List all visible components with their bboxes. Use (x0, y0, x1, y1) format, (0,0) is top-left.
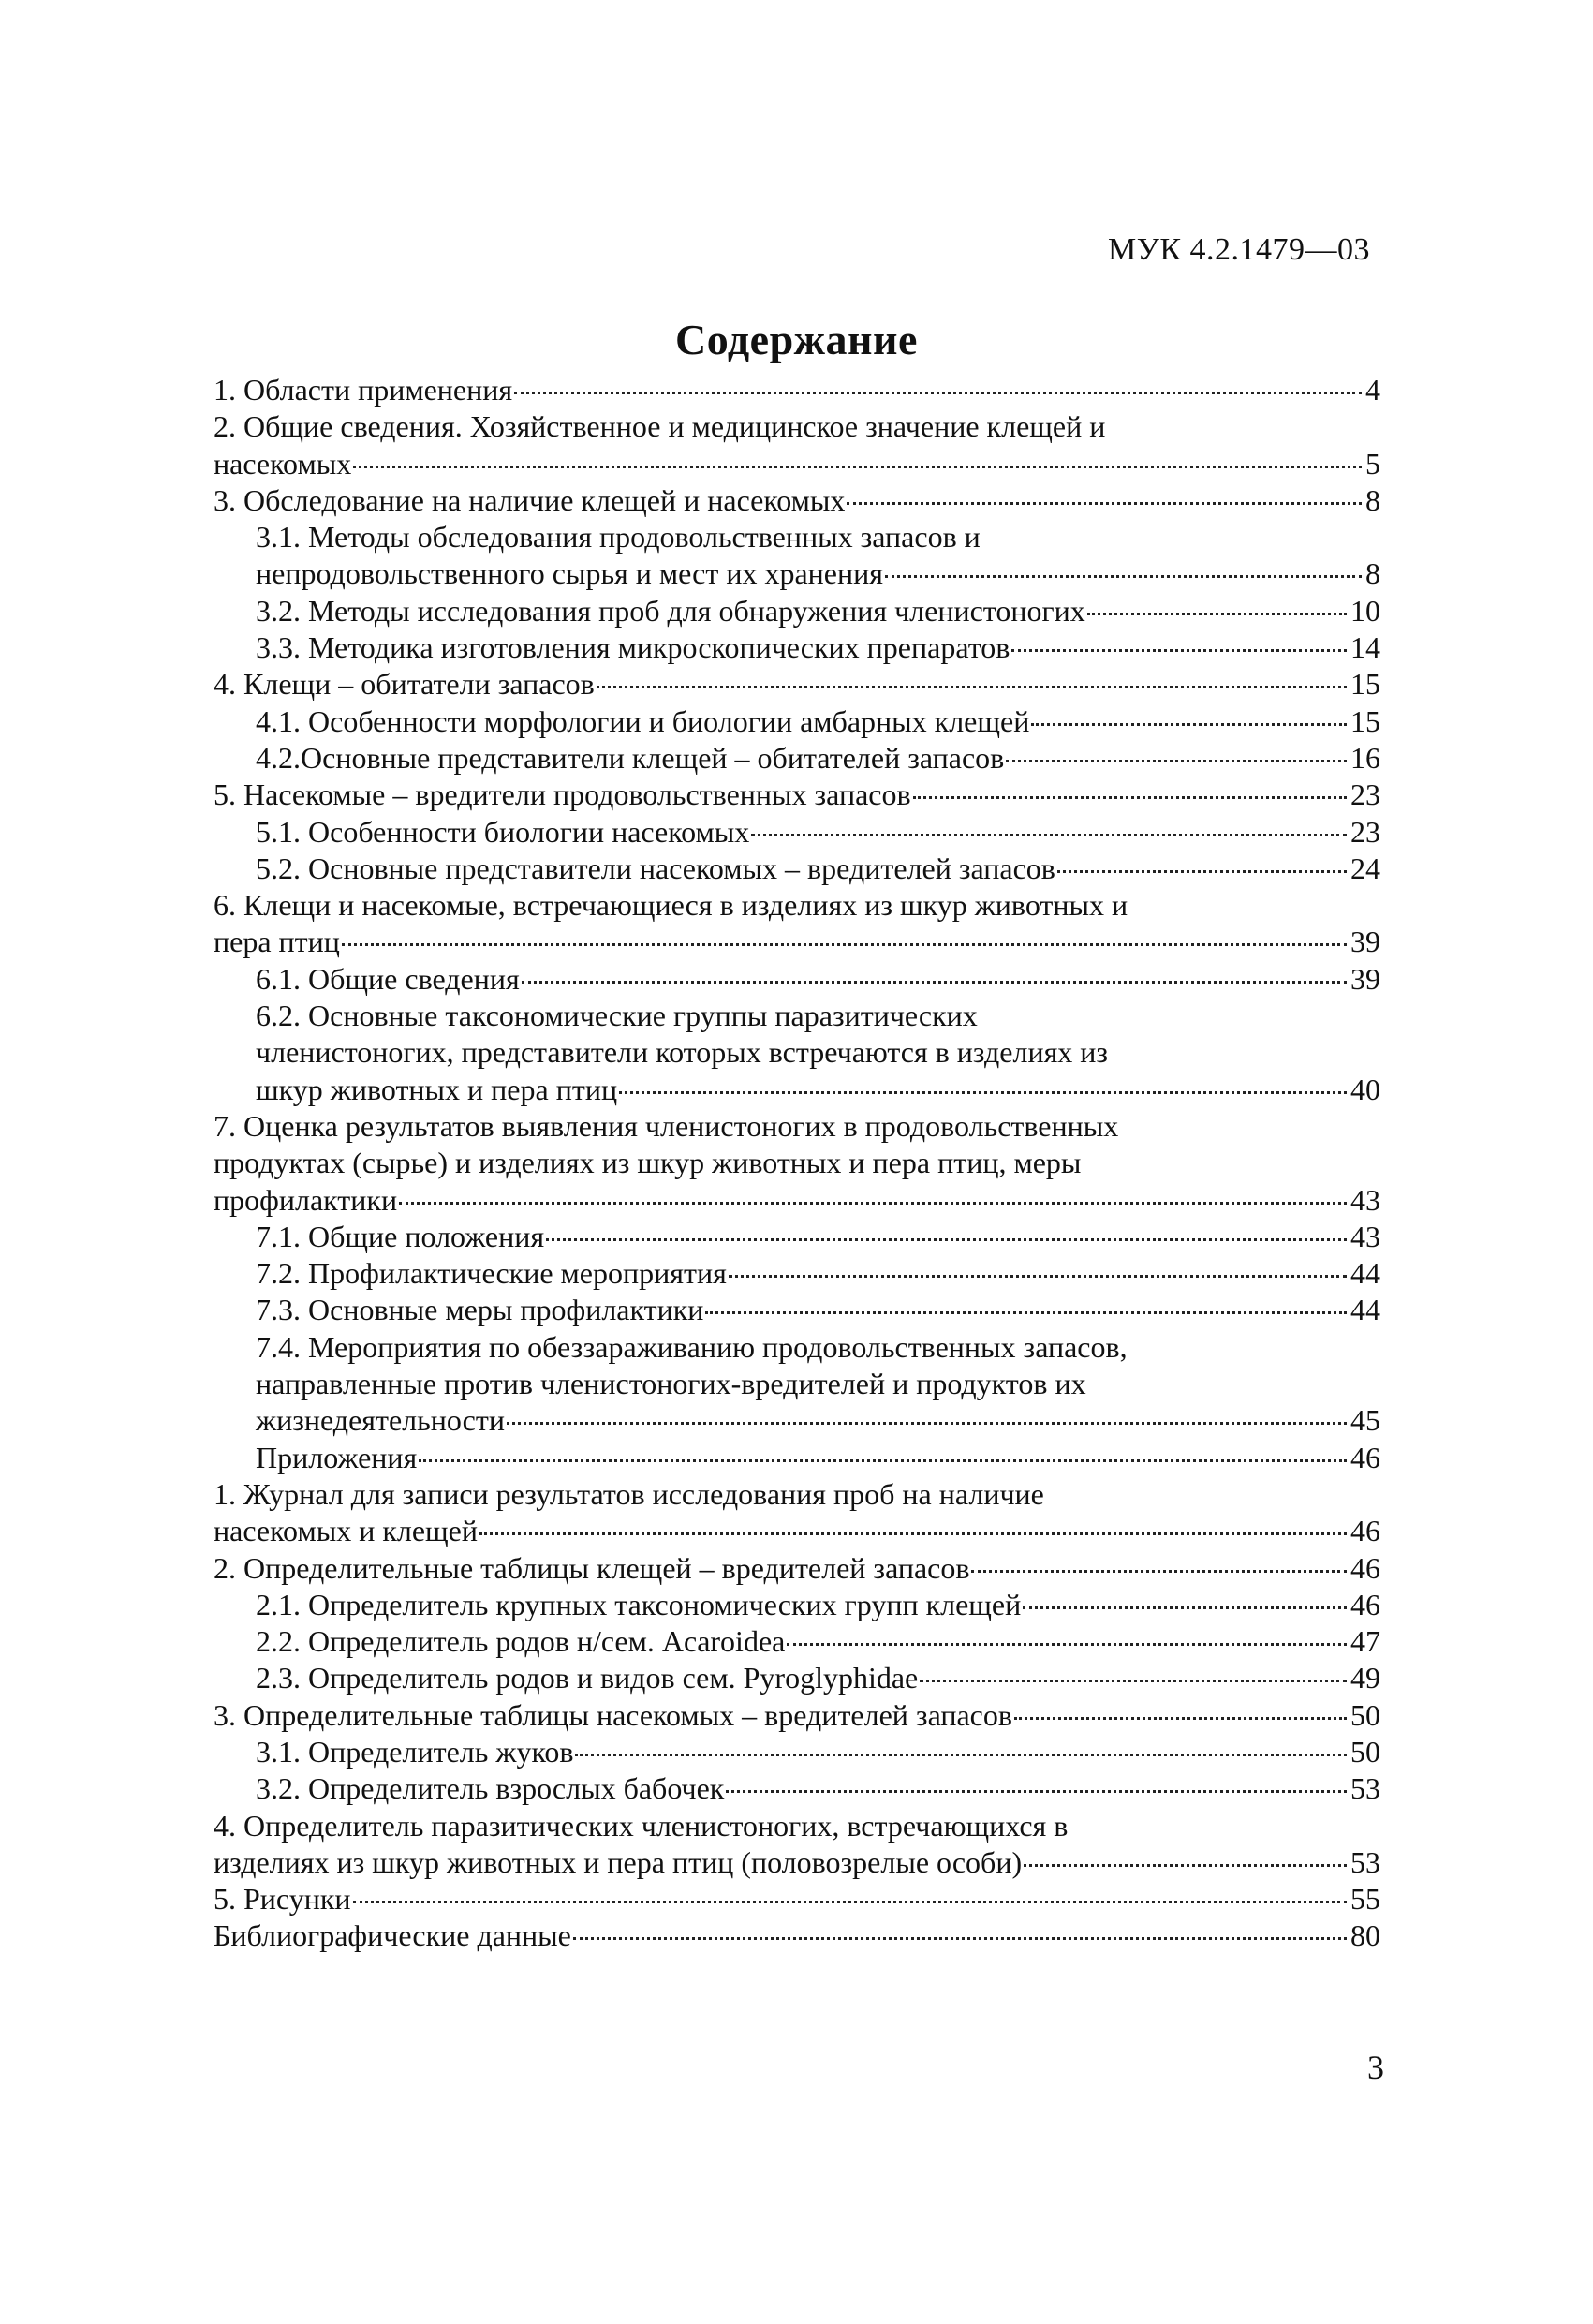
dot-leader (507, 1422, 1347, 1425)
toc-entry-last-line (214, 482, 1380, 519)
toc-entry-text-line: 6.2. Основные таксономические группы паразитических (256, 999, 978, 1033)
toc-entry (214, 1734, 1380, 1770)
toc-entry-last-line (214, 1881, 1380, 1917)
toc-entry-text-line: 3.1. Определитель жуков (256, 1734, 574, 1769)
toc-entry (214, 1219, 1380, 1255)
toc-entry-last-line (256, 1072, 1380, 1108)
toc-entry-page: 80 (1350, 1918, 1380, 1953)
toc-entry-text-line: 3.2. Определитель взрослых бабочек (256, 1771, 725, 1806)
dot-leader (353, 466, 1362, 468)
toc-entry (214, 777, 1380, 813)
toc-entry-page: 46 (1350, 1550, 1380, 1585)
toc-entry (214, 1587, 1380, 1623)
toc-entry-last-line (214, 1513, 1380, 1549)
toc-entry-text-line: шкур животных и пера птиц (256, 1072, 618, 1106)
toc-entry-last-line (214, 666, 1380, 703)
toc-entry-text-line: 2.2. Определитель родов н/сем. Acaroidea (256, 1624, 786, 1659)
dot-leader (1023, 1606, 1347, 1609)
toc-entry-last-line (256, 629, 1380, 666)
toc-entry-text-line: 3. Определительные таблицы насекомых – вредителей запасов (214, 1697, 1012, 1732)
toc-entry-text-line: Библиографические данные (214, 1918, 571, 1953)
toc-entry (214, 1108, 1380, 1219)
toc-entry-page: 50 (1350, 1734, 1380, 1769)
toc-entry (214, 1329, 1380, 1440)
dot-leader (479, 1532, 1347, 1535)
dot-leader (514, 392, 1362, 394)
toc-entry-last-line (256, 1623, 1380, 1660)
toc-entry-last-line (256, 1402, 1380, 1439)
dot-leader (705, 1311, 1347, 1314)
toc-entry-last-line (256, 851, 1380, 887)
toc-entry-text-line: 5. Рисунки (214, 1882, 351, 1917)
toc-entry-page: 39 (1350, 925, 1380, 959)
toc-entry (214, 666, 1380, 703)
toc-entry-page: 45 (1350, 1403, 1380, 1438)
toc-entry-page: 23 (1350, 814, 1380, 849)
toc-entry-text-line: 7. Оценка результатов выявления членистоногих в продовольственных (214, 1108, 1119, 1143)
toc-entry-last-line (256, 555, 1380, 592)
toc-entry (214, 1623, 1380, 1660)
toc-entry-text-line: изделиях из шкур животных и пера птиц (половозрелые особи) (214, 1844, 1023, 1879)
document-code: МУК 4.2.1479—03 (1108, 232, 1370, 267)
toc-entry-page: 24 (1350, 851, 1380, 885)
toc-entry (214, 1255, 1380, 1292)
toc-entry-last-line (256, 740, 1380, 777)
toc-entry-text-line: продуктах (сырье) и изделиях из шкур животных и пера птиц, меры (214, 1146, 1082, 1180)
toc-entry-last-line (256, 1734, 1380, 1770)
toc-entry-last-line (256, 961, 1380, 998)
toc-entry (214, 408, 1380, 482)
toc-entry-last-line (214, 1844, 1380, 1881)
toc-entry-page: 10 (1350, 593, 1380, 628)
dot-leader (847, 502, 1362, 505)
toc-entry-text-line: 2. Общие сведения. Хозяйственное и медицинское значение клещей и (214, 409, 1106, 444)
toc-entry-text-line: 3. Обследование на наличие клещей и насекомых (214, 482, 846, 517)
toc-entry-page: 46 (1350, 1587, 1380, 1621)
toc-entry-page: 4 (1365, 373, 1380, 407)
toc-entry-page: 44 (1350, 1256, 1380, 1291)
toc-entry-text-line: 6.1. Общие сведения (256, 961, 520, 996)
toc-entry-text-line: 5.2. Основные представители насекомых – вредителей запасов (256, 851, 1055, 885)
toc-entry-text-line: 5. Насекомые – вредители продовольственных запасов (214, 777, 911, 812)
toc-entry-last-line (214, 924, 1380, 960)
toc-entry-last-line (214, 446, 1380, 482)
dot-leader (342, 943, 1347, 946)
dot-leader (575, 1754, 1347, 1756)
dot-leader (913, 796, 1347, 799)
dot-leader (353, 1901, 1348, 1903)
toc-entry-page: 40 (1350, 1072, 1380, 1106)
toc-entry (214, 851, 1380, 887)
toc-entry-last-line (214, 372, 1380, 408)
toc-entry (214, 887, 1380, 961)
toc-entry-last-line (214, 1550, 1380, 1587)
toc-entry-text-line: пера птиц (214, 925, 340, 959)
toc-entry-last-line (256, 1587, 1380, 1623)
toc-entry-last-line (256, 703, 1380, 740)
toc-entry-text-line: 7.2. Профилактические мероприятия (256, 1256, 727, 1291)
toc-entry (214, 1660, 1380, 1696)
toc-entry-text-line: насекомых (214, 446, 352, 481)
dot-leader (1024, 1864, 1347, 1867)
toc-entry-text-line: 7.3. Основные меры профилактики (256, 1293, 704, 1327)
toc-entry-last-line (256, 593, 1380, 629)
toc-entry-page: 43 (1350, 1219, 1380, 1253)
toc-entry (214, 814, 1380, 851)
toc-entry (214, 961, 1380, 998)
toc-entry-page: 49 (1350, 1661, 1380, 1695)
toc-entry (214, 1440, 1380, 1476)
dot-leader (726, 1790, 1347, 1793)
toc-entry-last-line (214, 1917, 1380, 1954)
toc-entry-text-line: 3.3. Методика изготовления микроскопических препаратов (256, 630, 1010, 665)
toc-title: Содержание (675, 316, 918, 363)
dot-leader (787, 1643, 1347, 1646)
toc-entry-text-line: 7.4. Мероприятия по обеззараживанию продовольственных запасов, (256, 1329, 1128, 1364)
toc-entry-text-line: 1. Журнал для записи результатов исследования проб на наличие (214, 1476, 1044, 1511)
dot-leader (522, 981, 1347, 984)
toc-entry-page: 46 (1350, 1440, 1380, 1474)
dot-leader (971, 1570, 1347, 1573)
toc-entry-page: 23 (1350, 777, 1380, 812)
toc-entry-last-line (256, 814, 1380, 851)
dot-leader (1006, 760, 1347, 762)
dot-leader (1011, 649, 1347, 652)
dot-leader (399, 1202, 1347, 1205)
toc-entry-text-line: 4.1. Особенности морфологии и биологии амбарных клещей (256, 703, 1030, 738)
toc-entry (214, 1550, 1380, 1587)
toc-entry-page: 50 (1350, 1697, 1380, 1732)
dot-leader (729, 1275, 1347, 1278)
toc-entry-page: 53 (1350, 1771, 1380, 1806)
dot-leader (1087, 613, 1347, 615)
toc-entry (214, 1476, 1380, 1550)
toc-entry-last-line (256, 1660, 1380, 1696)
toc-entry-last-line (256, 1292, 1380, 1328)
toc-entry-last-line (214, 777, 1380, 813)
dot-leader (751, 834, 1347, 836)
toc-entry-last-line (256, 1219, 1380, 1255)
toc-entry-page: 15 (1350, 667, 1380, 702)
toc-entry-last-line (214, 1182, 1380, 1219)
toc-entry (214, 998, 1380, 1108)
toc-entry-page: 39 (1350, 961, 1380, 996)
toc-entry (214, 1770, 1380, 1807)
toc-entry-text-line: 5.1. Особенности биологии насекомых (256, 814, 750, 849)
dot-leader (1014, 1717, 1347, 1720)
toc-entry (214, 482, 1380, 519)
dot-leader (1057, 870, 1347, 873)
toc-entry-text-line: 7.1. Общие положения (256, 1219, 545, 1253)
dot-leader (1031, 723, 1347, 726)
toc-entry-page: 15 (1350, 703, 1380, 738)
toc-entry-text-line: Приложения (256, 1440, 418, 1474)
toc-entry (214, 1881, 1380, 1917)
dot-leader (619, 1091, 1347, 1094)
toc-entry-text-line: членистоногих, представители которых встречаются в изделиях из (256, 1035, 1109, 1070)
toc-entry (214, 703, 1380, 740)
toc-entry-text-line: 1. Области применения (214, 373, 513, 407)
toc-entry-last-line (256, 1255, 1380, 1292)
toc-entry (214, 1917, 1380, 1954)
toc-entry-text-line: 2.1. Определитель крупных таксономических групп клещей (256, 1587, 1022, 1621)
dot-leader (597, 686, 1347, 688)
toc-entry-page: 8 (1365, 556, 1380, 591)
toc-entry (214, 629, 1380, 666)
toc-entry-text-line: 6. Клещи и насекомые, встречающиеся в изделиях из шкур животных и (214, 888, 1128, 923)
dot-leader (419, 1459, 1347, 1462)
page-number: 3 (1367, 2049, 1384, 2086)
toc-entry (214, 1697, 1380, 1734)
toc-entry-text-line: 4.2.Основные представители клещей – обитателей запасов (256, 740, 1005, 775)
toc-entry (214, 740, 1380, 777)
toc-entry (214, 519, 1380, 593)
toc-entry (214, 1808, 1380, 1882)
table-of-contents (214, 372, 1380, 1955)
toc-entry-page: 46 (1350, 1514, 1380, 1548)
toc-entry (214, 593, 1380, 629)
toc-entry-text-line: насекомых и клещей (214, 1514, 478, 1548)
toc-entry-page: 5 (1365, 446, 1380, 481)
toc-entry-page: 16 (1350, 740, 1380, 775)
dot-leader (546, 1238, 1347, 1241)
toc-entry (214, 1292, 1380, 1328)
toc-entry-page: 47 (1350, 1624, 1380, 1659)
toc-entry-text-line: 4. Определитель паразитических членистоногих, встречающихся в (214, 1808, 1069, 1843)
toc-entry-page: 55 (1350, 1882, 1380, 1917)
toc-entry-text-line: 2.3. Определитель родов и видов сем. Pyroglyphidae (256, 1661, 919, 1695)
dot-leader (885, 575, 1362, 578)
toc-entry-page: 44 (1350, 1293, 1380, 1327)
toc-entry-page: 14 (1350, 630, 1380, 665)
toc-entry-text-line: 2. Определительные таблицы клещей – вредителей запасов (214, 1550, 970, 1585)
dot-leader (920, 1680, 1347, 1682)
toc-entry-page: 43 (1350, 1182, 1380, 1217)
dot-leader (573, 1937, 1347, 1940)
toc-entry-text-line: 4. Клещи – обитатели запасов (214, 667, 595, 702)
toc-entry-text-line: 3.1. Методы обследования продовольственных запасов и (256, 520, 981, 555)
toc-entry-last-line (214, 1697, 1380, 1734)
toc-entry-text-line: непродовольственного сырья и мест их хранения (256, 556, 883, 591)
toc-entry-text-line: жизнедеятельности (256, 1403, 505, 1438)
toc-entry-text-line: профилактики (214, 1182, 398, 1217)
toc-entry-text-line: 3.2. Методы исследования проб для обнаружения членистоногих (256, 593, 1085, 628)
toc-entry-page: 8 (1365, 482, 1380, 517)
toc-entry-last-line (256, 1440, 1380, 1476)
toc-entry-text-line: направленные против членистоногих-вредителей и продуктов их (256, 1367, 1086, 1401)
toc-entry-last-line (256, 1770, 1380, 1807)
toc-entry (214, 372, 1380, 408)
toc-entry-page: 53 (1350, 1844, 1380, 1879)
